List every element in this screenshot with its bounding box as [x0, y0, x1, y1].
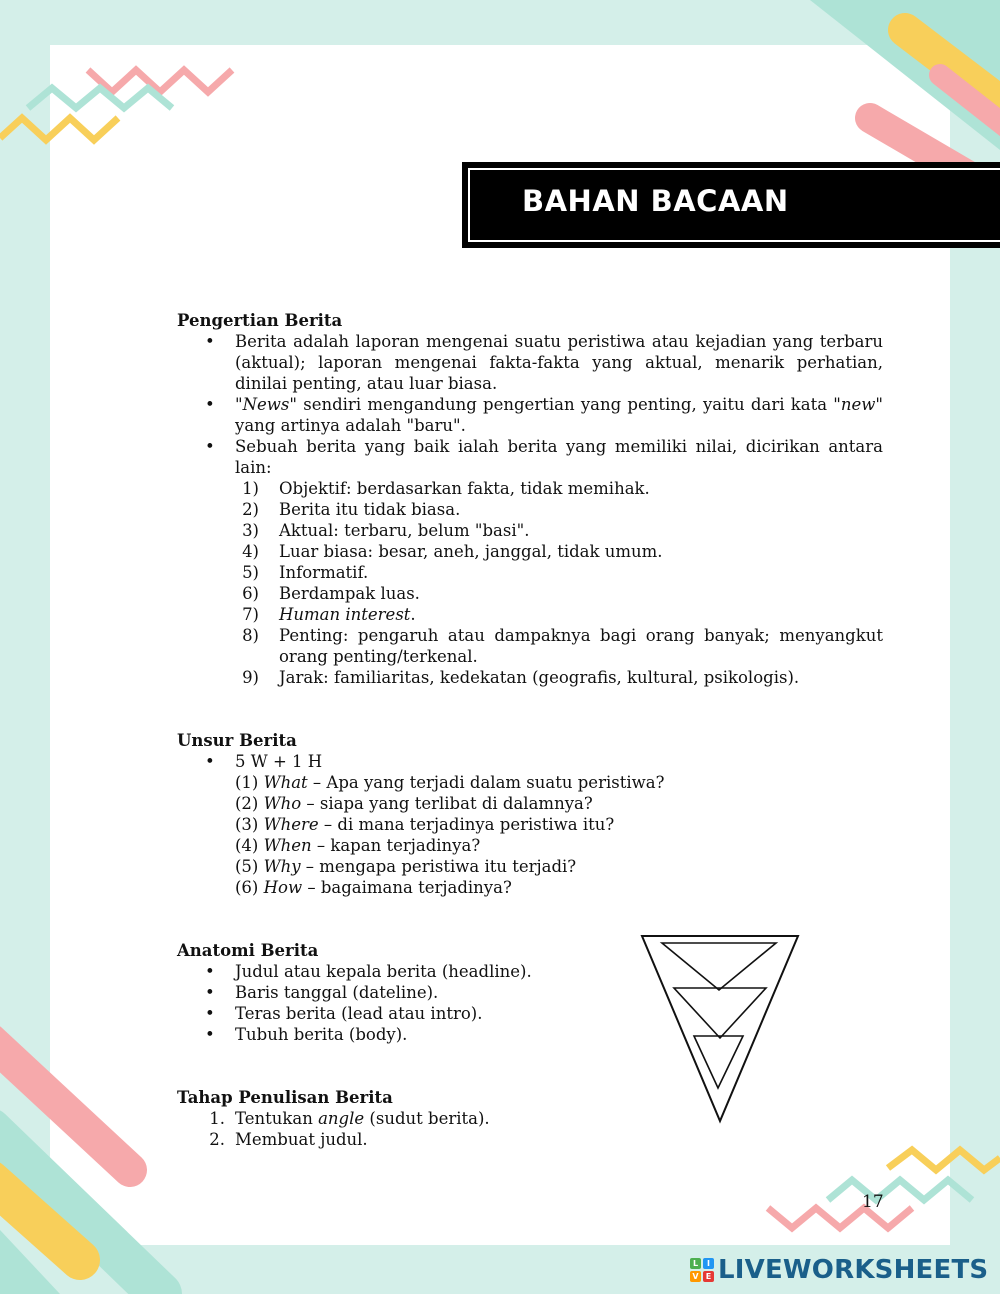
bullet-dot: •: [205, 752, 215, 771]
heading-unsur-berita: Unsur Berita: [177, 731, 297, 750]
list-item: 1) Objektif: berdasarkan fakta, tidak memihak.: [242, 479, 650, 498]
pengertian-bullet-2: • "News" sendiri mengandung pengertian yang penting, yaitu dari kata "new" yang artinya adalah "baru".: [205, 395, 883, 435]
list-item: 2. Membuat judul.: [209, 1130, 368, 1149]
unsur-bullet-5w1h: • 5 W + 1 H: [205, 752, 323, 771]
list-item: • Judul atau kepala berita (headline).: [205, 962, 532, 981]
inverted-pyramid-diagram: [640, 933, 800, 1125]
news-values-list: [177, 478, 883, 688]
page-title: BAHAN BACAAN: [522, 184, 789, 218]
brand-name: LIVEWORKSHEETS: [718, 1255, 989, 1285]
list-item: 4) Luar biasa: besar, aneh, janggal, tidak umum.: [242, 542, 663, 561]
bullet-dot: •: [205, 1004, 215, 1023]
list-item: 9) Jarak: familiaritas, kedekatan (geografis, kultural, psikologis).: [242, 668, 800, 687]
list-item: 8) Penting: pengaruh atau dampaknya bagi orang banyak; menyangkut orang penting/terkenal.: [242, 626, 883, 666]
heading-tahap-penulisan: Tahap Penulisan Berita: [177, 1088, 393, 1107]
bullet-dot: •: [205, 395, 215, 414]
bullet-dot: •: [205, 332, 215, 351]
list-item: • Teras berita (lead atau intro).: [205, 1004, 483, 1023]
bullet-dot: •: [205, 983, 215, 1002]
heading-pengertian-berita: Pengertian Berita: [177, 311, 343, 330]
list-item: (6) How – bagaimana terjadinya?: [235, 878, 512, 897]
five-w-one-h-list: [177, 772, 883, 898]
bottom-inner-triangle: [694, 1036, 743, 1088]
list-item: 2) Berita itu tidak biasa.: [242, 500, 461, 519]
liveworksheets-logo-icon: L I V E: [690, 1258, 714, 1282]
unsur-bullets: [177, 751, 883, 772]
title-banner: [462, 162, 1000, 248]
pengertian-bullets: [177, 331, 883, 478]
bullet-dot: •: [205, 962, 215, 981]
liveworksheets-brand[interactable]: [690, 1253, 988, 1287]
list-item: • Tubuh berita (body).: [205, 1025, 408, 1044]
list-item: (4) When – kapan terjadinya?: [235, 836, 481, 855]
top-inner-triangle: [662, 943, 776, 990]
bullet-dot: •: [205, 1025, 215, 1044]
list-item: (5) Why – mengapa peristiwa itu terjadi?: [235, 857, 577, 876]
list-item: (1) What – Apa yang terjadi dalam suatu peristiwa?: [235, 773, 665, 792]
heading-anatomi-berita: Anatomi Berita: [177, 941, 319, 960]
list-item: 6) Berdampak luas.: [242, 584, 420, 603]
pengertian-bullet-1: • Berita adalah laporan mengenai suatu peristiwa atau kejadian yang terbaru (aktual); laporan mengenai fakta-fakta yang aktual, menarik perhatian, dinilai penting, atau luar biasa.: [205, 332, 883, 393]
list-item: (3) Where – di mana terjadinya peristiwa itu?: [235, 815, 615, 834]
list-item: (2) Who – siapa yang terlibat di dalamnya?: [235, 794, 593, 813]
bullet-dot: •: [205, 437, 215, 456]
list-item: 5) Informatif.: [242, 563, 369, 582]
list-item: 7) Human interest.: [242, 605, 416, 624]
list-item: 3) Aktual: terbaru, belum "basi".: [242, 521, 530, 540]
outer-inverted-triangle: [642, 936, 798, 1121]
page-number: 17: [862, 1192, 884, 1212]
list-item: • Baris tanggal (dateline).: [205, 983, 439, 1002]
list-item: 1. Tentukan angle (sudut berita).: [209, 1109, 490, 1128]
pengertian-bullet-3: • Sebuah berita yang baik ialah berita yang memiliki nilai, dicirikan antara lain:: [205, 437, 883, 477]
middle-inner-triangle: [674, 988, 766, 1038]
